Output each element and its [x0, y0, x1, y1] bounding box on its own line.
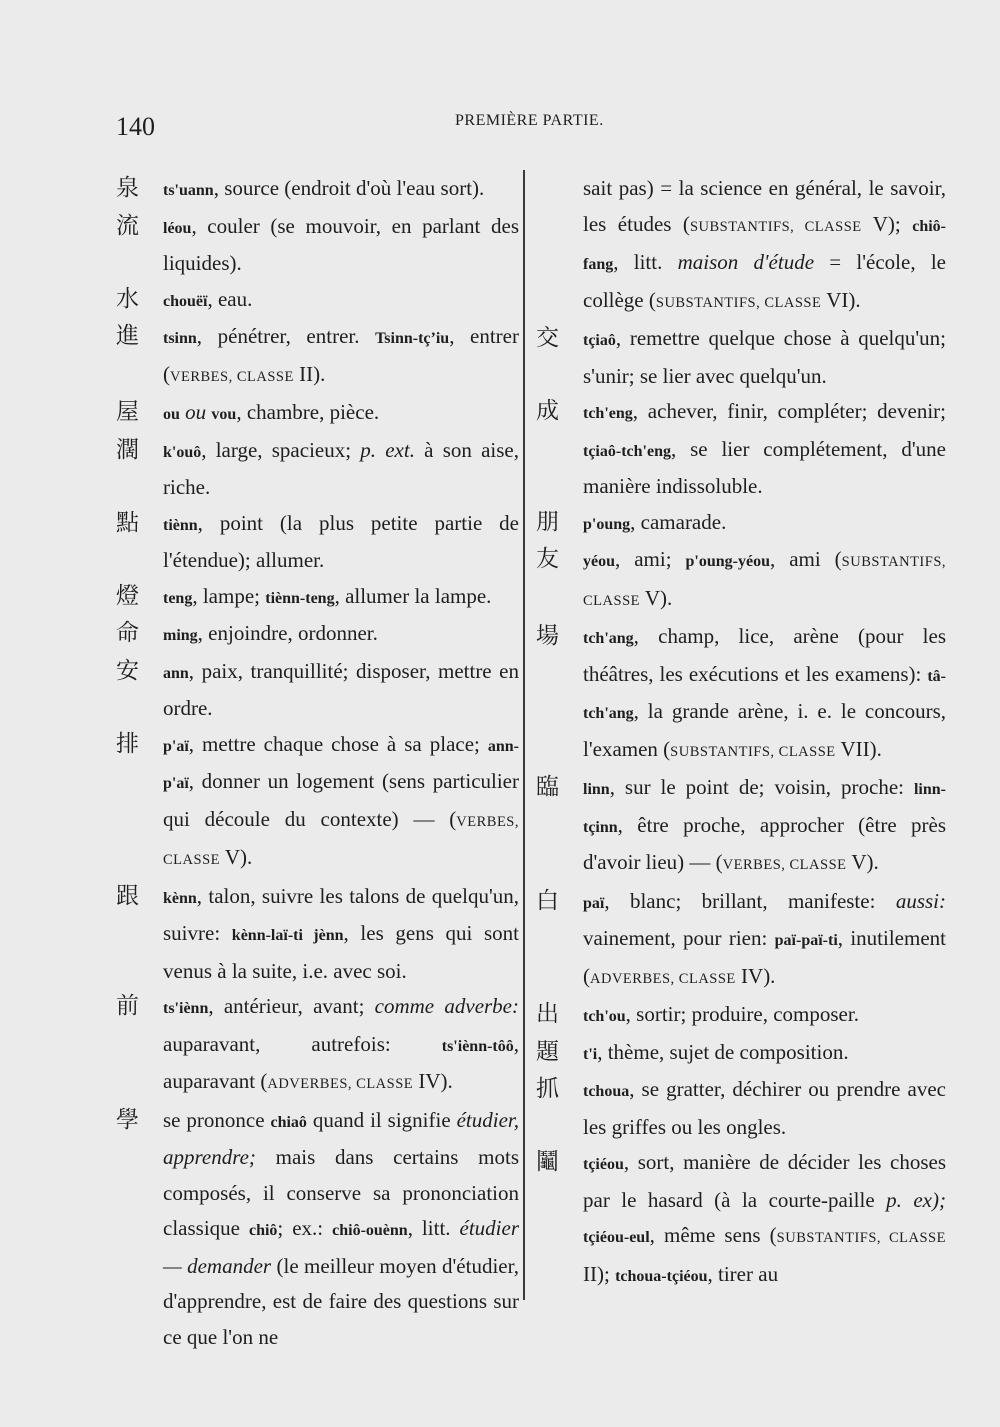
entry-text [583, 321, 946, 394]
entry-text [163, 727, 519, 879]
romanization: p'aï [163, 737, 189, 755]
definition-text: V); [861, 211, 913, 236]
definition-text: , eau. [207, 286, 253, 311]
dictionary-entry [116, 319, 519, 395]
definition-text: , lampe; [192, 583, 266, 608]
italic-gloss: étudier — demander [163, 1216, 519, 1278]
romanization: ts'iènn-tôô [441, 1037, 514, 1055]
romanization: léou [163, 219, 192, 237]
column-rule [523, 170, 525, 1300]
romanization: ts'uann [163, 182, 214, 199]
entry-text [163, 579, 519, 617]
entry-text [163, 1103, 519, 1356]
definition-text: , source (endroit d'où l'eau sort). [213, 176, 485, 200]
headword-character: 臨 [536, 774, 559, 800]
headword-character: 交 [536, 325, 559, 351]
romanization: tçiéou-eul [583, 1229, 650, 1246]
definition-text: , même sens ( [649, 1223, 777, 1247]
romanization: kènn-laï-ti jènn [231, 927, 344, 944]
dictionary-entry [536, 619, 946, 770]
definition-text: II); [583, 1261, 616, 1286]
definition-text: (le meilleur moyen d'étudier, d'apprendre, est de faire des questions sur ce que l'on ne [163, 1253, 520, 1349]
page-number: 140 [116, 112, 155, 141]
grammar-class: VERBES, CLASSE [170, 368, 294, 385]
romanization: chiaô [270, 1113, 307, 1131]
romanization: tiènn [163, 516, 198, 534]
entry-text [163, 616, 519, 654]
headword-character: 題 [536, 1038, 559, 1065]
definition-text: , enjoindre, ordonner. [197, 621, 378, 645]
headword-character: 水 [116, 285, 139, 312]
definition-text: se prononce [163, 1107, 271, 1132]
definition-text: , pénétrer, entrer. [196, 324, 376, 348]
dictionary-entry [116, 433, 519, 506]
entry-text [583, 394, 946, 505]
definition-text: vainement, pour rien: [583, 926, 775, 950]
definition-text: , se lier complétement, d'une manière indissoluble. [583, 436, 946, 498]
grammar-class: VERBES, CLASSE [722, 857, 847, 873]
definition-text: , chambre, pièce. [236, 400, 380, 424]
romanization: tchoua [583, 1083, 630, 1100]
dictionary-entry [536, 542, 946, 619]
entry-text [583, 505, 946, 543]
definition-text: , thème, sujet de composition. [597, 1039, 849, 1064]
definition-text: , large, spacieux; [201, 437, 361, 462]
definition-text: , achever, finir, compléter; devenir; [632, 399, 946, 423]
definition-text: , être proche, approcher (être près d'avoir lieu) — ( [583, 812, 946, 874]
romanization: linn [583, 781, 610, 798]
headword-character: 抓 [536, 1076, 559, 1102]
definition-text: mais dans certains mots composés, il conserve sa prononciation classique [163, 1145, 519, 1240]
entry-text [163, 171, 519, 209]
definition-text: ; ex.: [277, 1216, 333, 1240]
definition-text: , auparavant ( [163, 1031, 519, 1093]
definition-text: , allumer la lampe. [334, 583, 492, 608]
definition-text: , talon, suivre les talons de quelqu'un, suivre: [163, 883, 519, 945]
definition-text: , sortir; produire, composer. [625, 1002, 859, 1026]
headword-character: 朋 [536, 508, 559, 535]
definition-text: , antérieur, avant; [208, 994, 375, 1018]
definition-text: , entrer ( [163, 324, 519, 386]
headword-character: 濶 [116, 436, 139, 463]
headword-character: 白 [536, 887, 559, 914]
entry-text [163, 506, 519, 579]
romanization: k'ouô [163, 443, 202, 461]
romanization: tiènn-teng [265, 589, 335, 607]
headword-character: 流 [116, 212, 139, 239]
headword-character: 成 [536, 398, 559, 424]
dictionary-entry [536, 321, 946, 394]
headword-character: 前 [116, 993, 139, 1019]
entry-text [163, 989, 519, 1103]
definition-text: II). [293, 361, 326, 386]
left-column [116, 171, 519, 1355]
dictionary-entry [116, 209, 519, 282]
headword-character: 安 [116, 657, 139, 684]
entry-text [583, 1072, 946, 1145]
romanization: linn-tçinn [583, 781, 946, 836]
romanization: chiô [248, 1222, 278, 1239]
definition-text: IV). [735, 963, 776, 988]
definition-text: V). [846, 850, 879, 874]
italic-gloss: comme adverbe: [374, 994, 519, 1018]
romanization: tçiaô [583, 332, 616, 349]
grammar-class: SUBSTANTIFS, CLASSE [689, 218, 862, 235]
romanization: tch'ang [583, 630, 634, 647]
headword-character: 出 [536, 1001, 559, 1027]
dictionary-entry [536, 1145, 946, 1294]
grammar-class: SUBSTANTIFS, CLASSE [776, 1230, 946, 1246]
dictionary-entry [116, 171, 519, 209]
grammar-class: SUBSTANTIFS, CLASSE [583, 554, 947, 609]
definition-text: , point (la plus petite partie de l'étendue); allumer. [163, 510, 519, 572]
definition-text: VI). [821, 287, 861, 312]
entry-text [163, 654, 519, 727]
romanization: kènn [163, 889, 197, 907]
definition-text: , sur le point de; voisin, proche: [609, 775, 914, 799]
definition-text: , litt. [613, 250, 678, 274]
definition-text: , donner un logement (sens particulier qui découle du contexte) — ( [163, 769, 519, 831]
romanization: teng [163, 589, 193, 607]
entry-text [163, 395, 519, 433]
definition-text: , la grande arène, i. e. le concours, l'examen ( [583, 699, 946, 761]
entry-text [163, 319, 519, 395]
definition-text: , se gratter, déchirer ou prendre avec les griffes ou les ongles. [583, 1077, 946, 1139]
headword-character: 點 [116, 509, 139, 536]
dictionary-entry [536, 997, 946, 1035]
headword-character: 進 [116, 323, 139, 349]
entry-text [163, 433, 519, 506]
definition-text: , les gens qui sont venus à la suite, i.e. avec soi. [163, 921, 519, 983]
definition-text: , blanc; brillant, manifeste: [604, 888, 896, 913]
dictionary-entry [536, 1072, 946, 1145]
romanization: ou [163, 406, 180, 423]
dictionary-entry [116, 989, 519, 1103]
headword-character: 學 [116, 1106, 139, 1133]
romanization: paï [583, 894, 605, 912]
definition-text: , ami ( [769, 547, 842, 571]
romanization: t'i [583, 1045, 598, 1063]
romanization: ann-p'aï [163, 737, 519, 792]
romanization: tçiéou [583, 1156, 624, 1173]
entry-text [583, 884, 946, 998]
entry-text [583, 1145, 946, 1294]
definition-text: auparavant, autrefois: [163, 1031, 442, 1056]
entry-text [163, 282, 519, 320]
definition-text: quand il signifie [306, 1107, 457, 1132]
grammar-class: SUBSTANTIFS, CLASSE [655, 294, 822, 311]
dictionary-entry [536, 505, 946, 543]
italic-gloss: ou [185, 400, 207, 424]
definition-text: , remettre quelque chose à quelqu'un; s'unir; se lier avec quelqu'un. [583, 326, 946, 388]
definition-text: à son aise, riche. [163, 437, 519, 499]
romanization: yéou [583, 553, 615, 570]
dictionary-entry [116, 395, 519, 433]
right-column [536, 171, 946, 1294]
definition-text: , mettre chaque chose à sa place; [188, 731, 488, 756]
headword-character: 燈 [116, 582, 139, 609]
headword-character: 場 [536, 623, 559, 649]
romanization: tchoua-tçiéou [615, 1267, 708, 1285]
romanization: vou [211, 406, 237, 423]
romanization: ts'iènn [163, 1000, 209, 1017]
dictionary-entry [536, 394, 946, 505]
dictionary-entry [536, 171, 946, 321]
romanization: tsinn [163, 330, 197, 347]
italic-gloss: p. ext. [360, 437, 415, 462]
entry-text [583, 770, 946, 884]
entry-text [583, 1035, 946, 1073]
dictionary-entry [116, 1103, 519, 1356]
romanization: tçiaô-tch'eng [583, 442, 671, 460]
definition-text: VII). [835, 736, 882, 761]
definition-text: , inutilement ( [583, 926, 946, 988]
definition-text: , tirer au [707, 1261, 779, 1286]
entry-text [583, 171, 946, 321]
definition-text: , couler (se mouvoir, en parlant des liquides). [163, 213, 519, 275]
entry-text [583, 619, 946, 770]
italic-gloss: p. ex); [886, 1187, 946, 1212]
dictionary-entry [116, 579, 519, 617]
definition-text: , litt. [407, 1216, 460, 1240]
headword-character: 友 [536, 546, 559, 572]
romanization: paï-paï-ti [774, 932, 838, 949]
grammar-class: SUBSTANTIFS, CLASSE [670, 743, 836, 760]
grammar-class: ADVERBES, CLASSE [590, 970, 736, 987]
italic-gloss: étudier, apprendre; [163, 1107, 519, 1169]
headword-character: 跟 [116, 882, 139, 909]
definition-text: , camarade. [630, 509, 727, 534]
definition-text: , ami; [615, 547, 686, 571]
headword-character: 泉 [116, 175, 139, 201]
grammar-class: ADVERBES, CLASSE [267, 1076, 414, 1092]
definition-text: IV). [413, 1069, 453, 1093]
dictionary-entry [536, 1035, 946, 1073]
romanization: p'oung [583, 515, 631, 533]
romanization: tâ-tch'ang [583, 667, 946, 722]
entry-text [163, 209, 519, 282]
dictionary-entry [116, 616, 519, 654]
romanization: Tsinn-tçʼiu [375, 330, 450, 347]
definition-text: V). [640, 585, 673, 610]
headword-character: 命 [116, 620, 139, 646]
dictionary-entry [116, 879, 519, 990]
definition-text: sait pas) = la science en général, le savoir, les études ( [583, 176, 946, 236]
dictionary-entry [536, 770, 946, 884]
dictionary-entry [116, 654, 519, 727]
romanization: tch'ou [583, 1008, 626, 1025]
headword-character: 排 [116, 730, 139, 757]
entry-text [583, 997, 946, 1035]
definition-text: , champ, lice, arène (pour les théâtres, les exécutions et les examens): [583, 624, 946, 686]
headword-character: 鬮 [536, 1149, 559, 1175]
definition-text: = l'école, le collège ( [583, 250, 946, 312]
dictionary-entry [536, 884, 946, 998]
entry-text [163, 879, 519, 990]
headword-character: 屋 [116, 399, 139, 425]
running-head: PREMIÈRE PARTIE. [455, 112, 604, 129]
romanization: ming [163, 627, 198, 644]
romanization: ann [163, 664, 189, 682]
definition-text: , paix, tranquillité; disposer, mettre en ordre. [163, 658, 519, 720]
romanization: p'oung-yéou [685, 553, 770, 570]
romanization: tch'eng [583, 405, 633, 422]
dictionary-entry [116, 282, 519, 320]
italic-gloss: maison d'étude [677, 250, 815, 274]
entry-text [583, 542, 946, 619]
romanization: chiô-ouènn [332, 1222, 408, 1239]
grammar-class: VERBES, CLASSE [163, 813, 519, 868]
definition-text: V). [220, 845, 253, 869]
dictionary-entry [116, 506, 519, 579]
romanization: chiô-fang [583, 217, 946, 273]
italic-gloss: aussi: [895, 888, 946, 913]
definition-text: , sort, manière de décider les choses par le hasard (à la courte-paille [583, 1150, 946, 1212]
dictionary-entry [116, 727, 519, 879]
romanization: chouëï [163, 292, 208, 310]
